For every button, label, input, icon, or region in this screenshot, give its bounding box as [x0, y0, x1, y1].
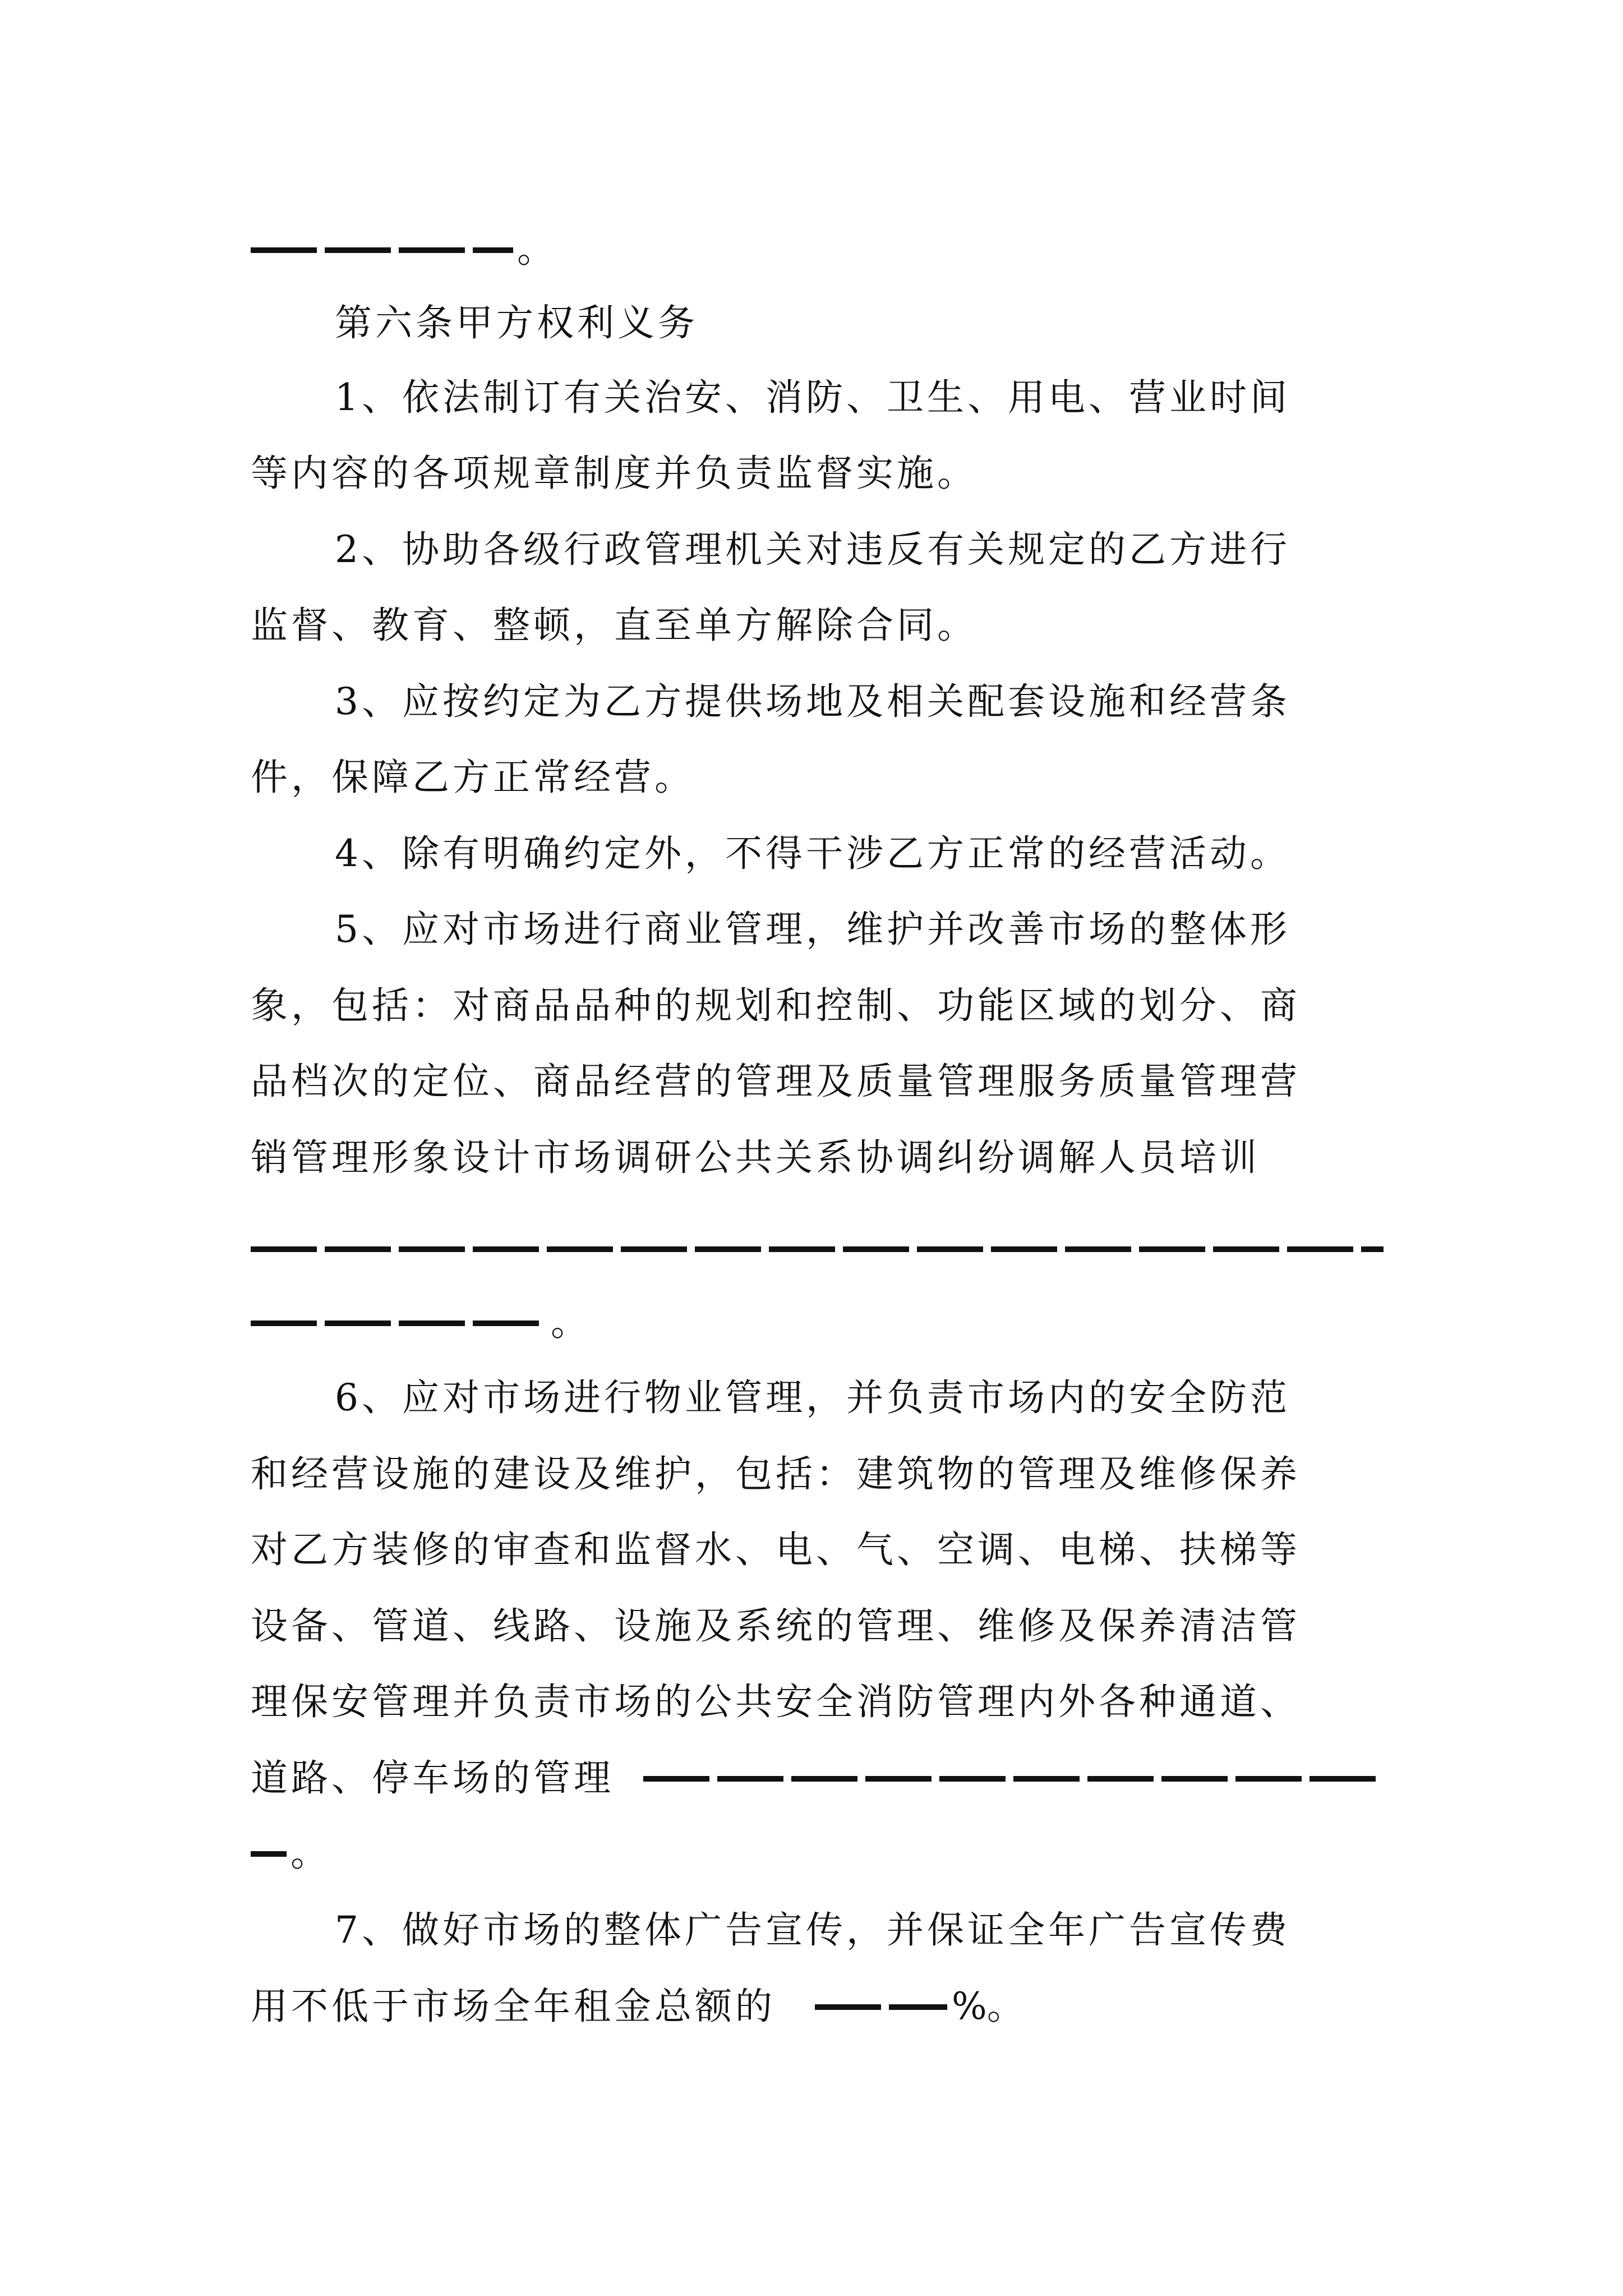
percent-sign: %。 [952, 1985, 1024, 2028]
clause-line: 1、依法制订有关治安、消防、卫生、用电、营业时间 [335, 376, 1290, 419]
clause-line: 对乙方装修的审查和监督水、电、气、空调、电梯、扶梯等 [251, 1528, 1301, 1571]
clause-line: 4、除有明确约定外，不得干涉乙方正常的经营活动。 [335, 832, 1290, 875]
clause-line: 2、协助各级行政管理机关对违反有关规定的乙方进行 [335, 528, 1290, 571]
punctuation: 。 [551, 1301, 588, 1344]
fill-in-blank [643, 1776, 1384, 1782]
clause-line: 道路、停车场的管理 [251, 1756, 614, 1800]
clause-line: 7、做好市场的整体广告宣传，并保证全年广告宣传费 [335, 1908, 1290, 1952]
clause-line: 象，包括：对商品品种的规划和控制、功能区域的划分、商 [251, 984, 1301, 1027]
punctuation: 。 [517, 228, 554, 271]
punctuation: 。 [291, 1832, 328, 1875]
clause-line: 等内容的各项规章制度并负责监督实施。 [251, 452, 978, 495]
clause-line: 6、应对市场进行物业管理，并负责市场内的安全防范 [335, 1376, 1290, 1419]
clause-line: 销管理形象设计市场调研公共关系协调纠纷调解人员培训 [251, 1136, 1260, 1179]
fill-in-blank [251, 247, 513, 253]
fill-in-blank [251, 1320, 547, 1326]
article-heading: 第六条甲方权利义务 [335, 301, 698, 344]
clause-line: 件，保障乙方正常经营。 [251, 756, 695, 799]
fill-in-blank [815, 2004, 947, 2010]
fill-in-blank [251, 1851, 287, 1857]
clause-line: 5、应对市场进行商业管理，维护并改善市场的整体形 [335, 908, 1290, 951]
clause-line: 3、应按约定为乙方提供场地及相关配套设施和经营条 [335, 680, 1290, 723]
clause-line: 设备、管道、线路、设施及系统的管理、维修及保养清洁管 [251, 1604, 1301, 1648]
clause-line: 理保安管理并负责市场的公共安全消防管理内外各种通道、 [251, 1680, 1301, 1723]
clause-line: 监督、教育、整顿，直至单方解除合同。 [251, 604, 978, 647]
clause-line: 和经营设施的建设及维护，包括：建筑物的管理及维修保养 [251, 1452, 1301, 1496]
clause-line: 品档次的定位、商品经营的管理及质量管理服务质量管理营 [251, 1060, 1301, 1103]
clause-line: 用不低于市场全年租金总额的 [251, 1985, 776, 2028]
fill-in-blank [251, 1246, 1384, 1252]
